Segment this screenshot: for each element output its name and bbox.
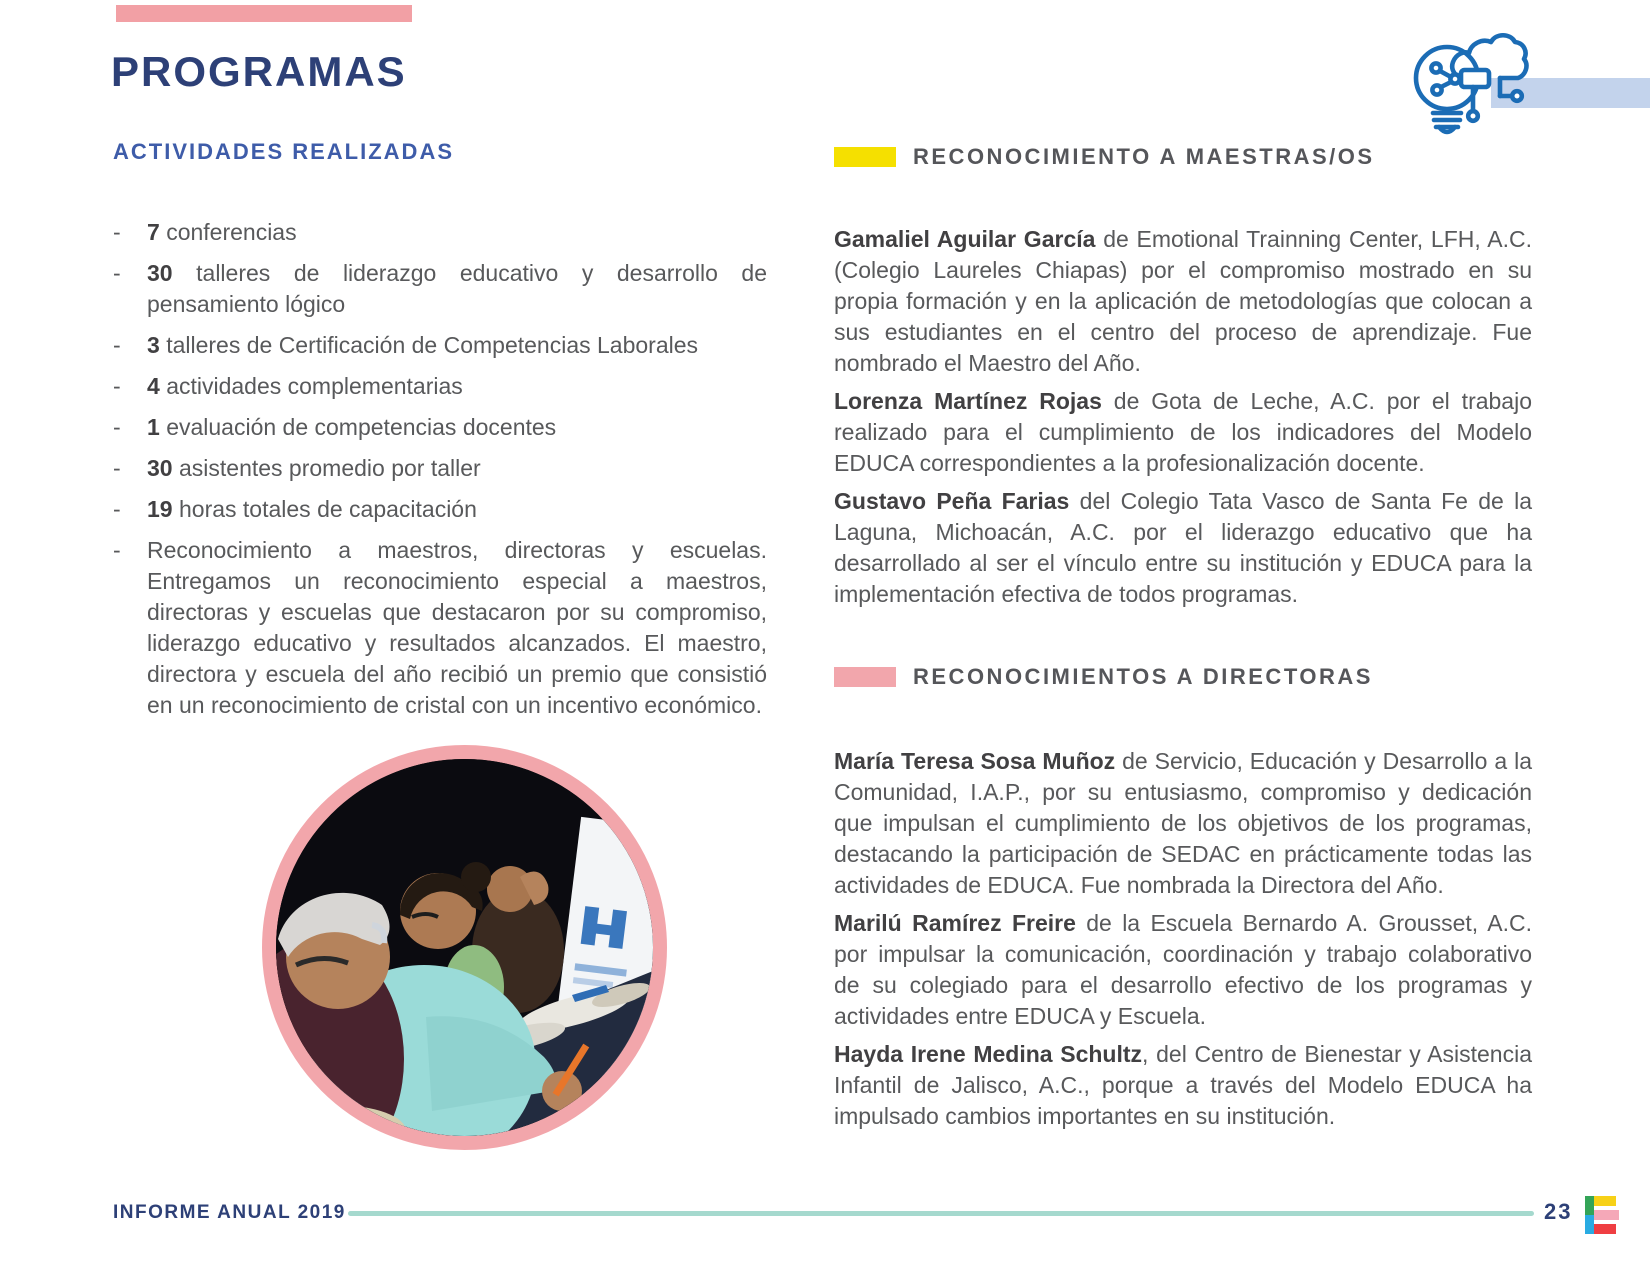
person-name: Gustavo Peña Farias <box>834 488 1070 514</box>
lightbulb-cloud-circuit-icon <box>1403 18 1533 140</box>
section-label-actividades: ACTIVIDADES REALIZADAS <box>113 139 455 164</box>
recognition-paragraph <box>834 386 1532 479</box>
person-name: Hayda Irene Medina Schultz <box>834 1041 1143 1067</box>
bullet-number: 1 <box>147 414 160 440</box>
paragraph-text: , del Centro de Bienestar y Asistencia Infantil de Jalisco, A.C., porque a través del Modelo EDUCA ha impulsado cambios importantes en su institución. <box>834 1041 1532 1129</box>
bullet-dash: - <box>113 373 121 399</box>
paragraph-text: de la Escuela Bernardo A. Grousset, A.C. por impulsar la comunicación, coordinación y trabajo colaborativo de su colegiado para el desarrollo efectivo de los programas y actividades entre EDUCA y Escuela. <box>834 910 1532 1029</box>
bullet-text: actividades complementarias <box>166 373 463 399</box>
pink-accent-swatch <box>834 667 896 687</box>
title-accent-bar <box>116 5 412 22</box>
section-title: RECONOCIMIENTO A MAESTRAS/OS <box>913 144 1375 169</box>
bullet-dash: - <box>113 332 121 358</box>
logo-pink-block <box>1594 1210 1619 1220</box>
list-item <box>113 453 767 484</box>
paragraph-text: de Gota de Leche, A.C. por el trabajo realizado para el cumplimiento de los indicadores del Modelo EDUCA correspondientes a la profesionalización docente. <box>834 388 1533 476</box>
recognition-paragraph <box>834 908 1532 1032</box>
section-reconocimientos-directoras <box>834 666 1532 1139</box>
paragraph-text: de Emotional Trainning Center, LFH, A.C. (Colegio Laureles Chiapas) por el compromiso mostrado en su propia formación y en la aplicación de metodologías que colocan a sus estudiantes en el centro del proceso de aprendizaje. Fue nombrado el Maestro del Año. <box>834 226 1532 376</box>
logo-green-block <box>1585 1196 1594 1215</box>
logo-red-block <box>1594 1224 1616 1234</box>
bullet-text: talleres de Certificación de Competencias Laborales <box>166 332 699 358</box>
bullet-dash: - <box>113 455 121 481</box>
list-item <box>113 412 767 443</box>
bullet-number: 7 <box>147 219 160 245</box>
person-name: Marilú Ramírez Freire <box>834 910 1076 936</box>
bullet-number: 19 <box>147 496 173 522</box>
bullet-text: horas totales de capacitación <box>178 496 477 522</box>
footer-divider-line <box>348 1211 1534 1216</box>
bullet-text: conferencias <box>166 219 297 245</box>
section-title: RECONOCIMIENTOS A DIRECTORAS <box>913 664 1373 689</box>
section-header <box>834 666 1532 688</box>
person-name: María Teresa Sosa Muñoz <box>834 748 1116 774</box>
paragraph-text: del Colegio Tata Vasco de Santa Fe de la Laguna, Michoacán, A.C. por el liderazgo educativo que ha desarrollado al ser el vínculo entre su institución y EDUCA para la implementación efectiva de todos programas. <box>834 488 1532 607</box>
list-item <box>113 535 767 721</box>
list-item <box>113 494 767 525</box>
person-name: Lorenza Martínez Rojas <box>834 388 1102 414</box>
page-number: 23 <box>1544 1199 1573 1224</box>
logo-blue-block <box>1585 1215 1594 1234</box>
bullet-text: talleres de liderazgo educativo y desarrollo de pensamiento lógico <box>147 260 767 317</box>
bullet-dash: - <box>113 496 121 522</box>
bullet-number: 30 <box>147 260 173 286</box>
recognition-paragraph <box>834 746 1532 901</box>
footer-report-title: INFORME ANUAL 2019 <box>113 1202 346 1223</box>
page-title: PROGRAMAS <box>111 48 407 96</box>
activities-list <box>113 217 767 731</box>
bullet-text: asistentes promedio por taller <box>178 455 481 481</box>
bullet-number: 3 <box>147 332 160 358</box>
bullet-dash: - <box>113 219 121 245</box>
educa-logo <box>1585 1196 1619 1234</box>
list-item <box>113 330 767 361</box>
section-reconocimiento-maestros <box>834 146 1532 617</box>
bullet-dash: - <box>113 537 121 563</box>
recognition-paragraph <box>834 486 1532 610</box>
bullet-text: Reconocimiento a maestros, directoras y escuelas. Entregamos un reconocimiento especial a maestros, directoras y escuelas que destacaron por su compromiso, liderazgo educativo y resultados alcanzados. El maestro, directora y escuela del año recibió un premio que consistió en un reconocimiento de cristal con un incentivo económico. <box>147 537 767 718</box>
list-item <box>113 217 767 248</box>
photo-teachers-writing <box>262 745 667 1150</box>
bullet-number: 4 <box>147 373 160 399</box>
list-item <box>113 371 767 402</box>
bullet-number: 30 <box>147 455 173 481</box>
recognition-paragraph <box>834 1039 1532 1132</box>
bullet-dash: - <box>113 414 121 440</box>
recognition-paragraph <box>834 224 1532 379</box>
bullet-text: evaluación de competencias docentes <box>166 414 557 440</box>
bullet-dash: - <box>113 260 121 286</box>
list-item <box>113 258 767 320</box>
section-header <box>834 146 1532 168</box>
person-name: Gamaliel Aguilar García <box>834 226 1096 252</box>
yellow-accent-swatch <box>834 147 896 167</box>
paragraph-text: de Servicio, Educación y Desarrollo a la Comunidad, I.A.P., por su entusiasmo, compromiso y dedicación que impulsan el cumplimiento de los objetivos de los programas, destacando la participación de SEDAC en prácticamente todas las actividades de EDUCA. Fue nombrada la Directora del Año. <box>834 748 1532 898</box>
photo-illustration <box>276 759 653 1136</box>
logo-yellow-block <box>1594 1196 1616 1206</box>
